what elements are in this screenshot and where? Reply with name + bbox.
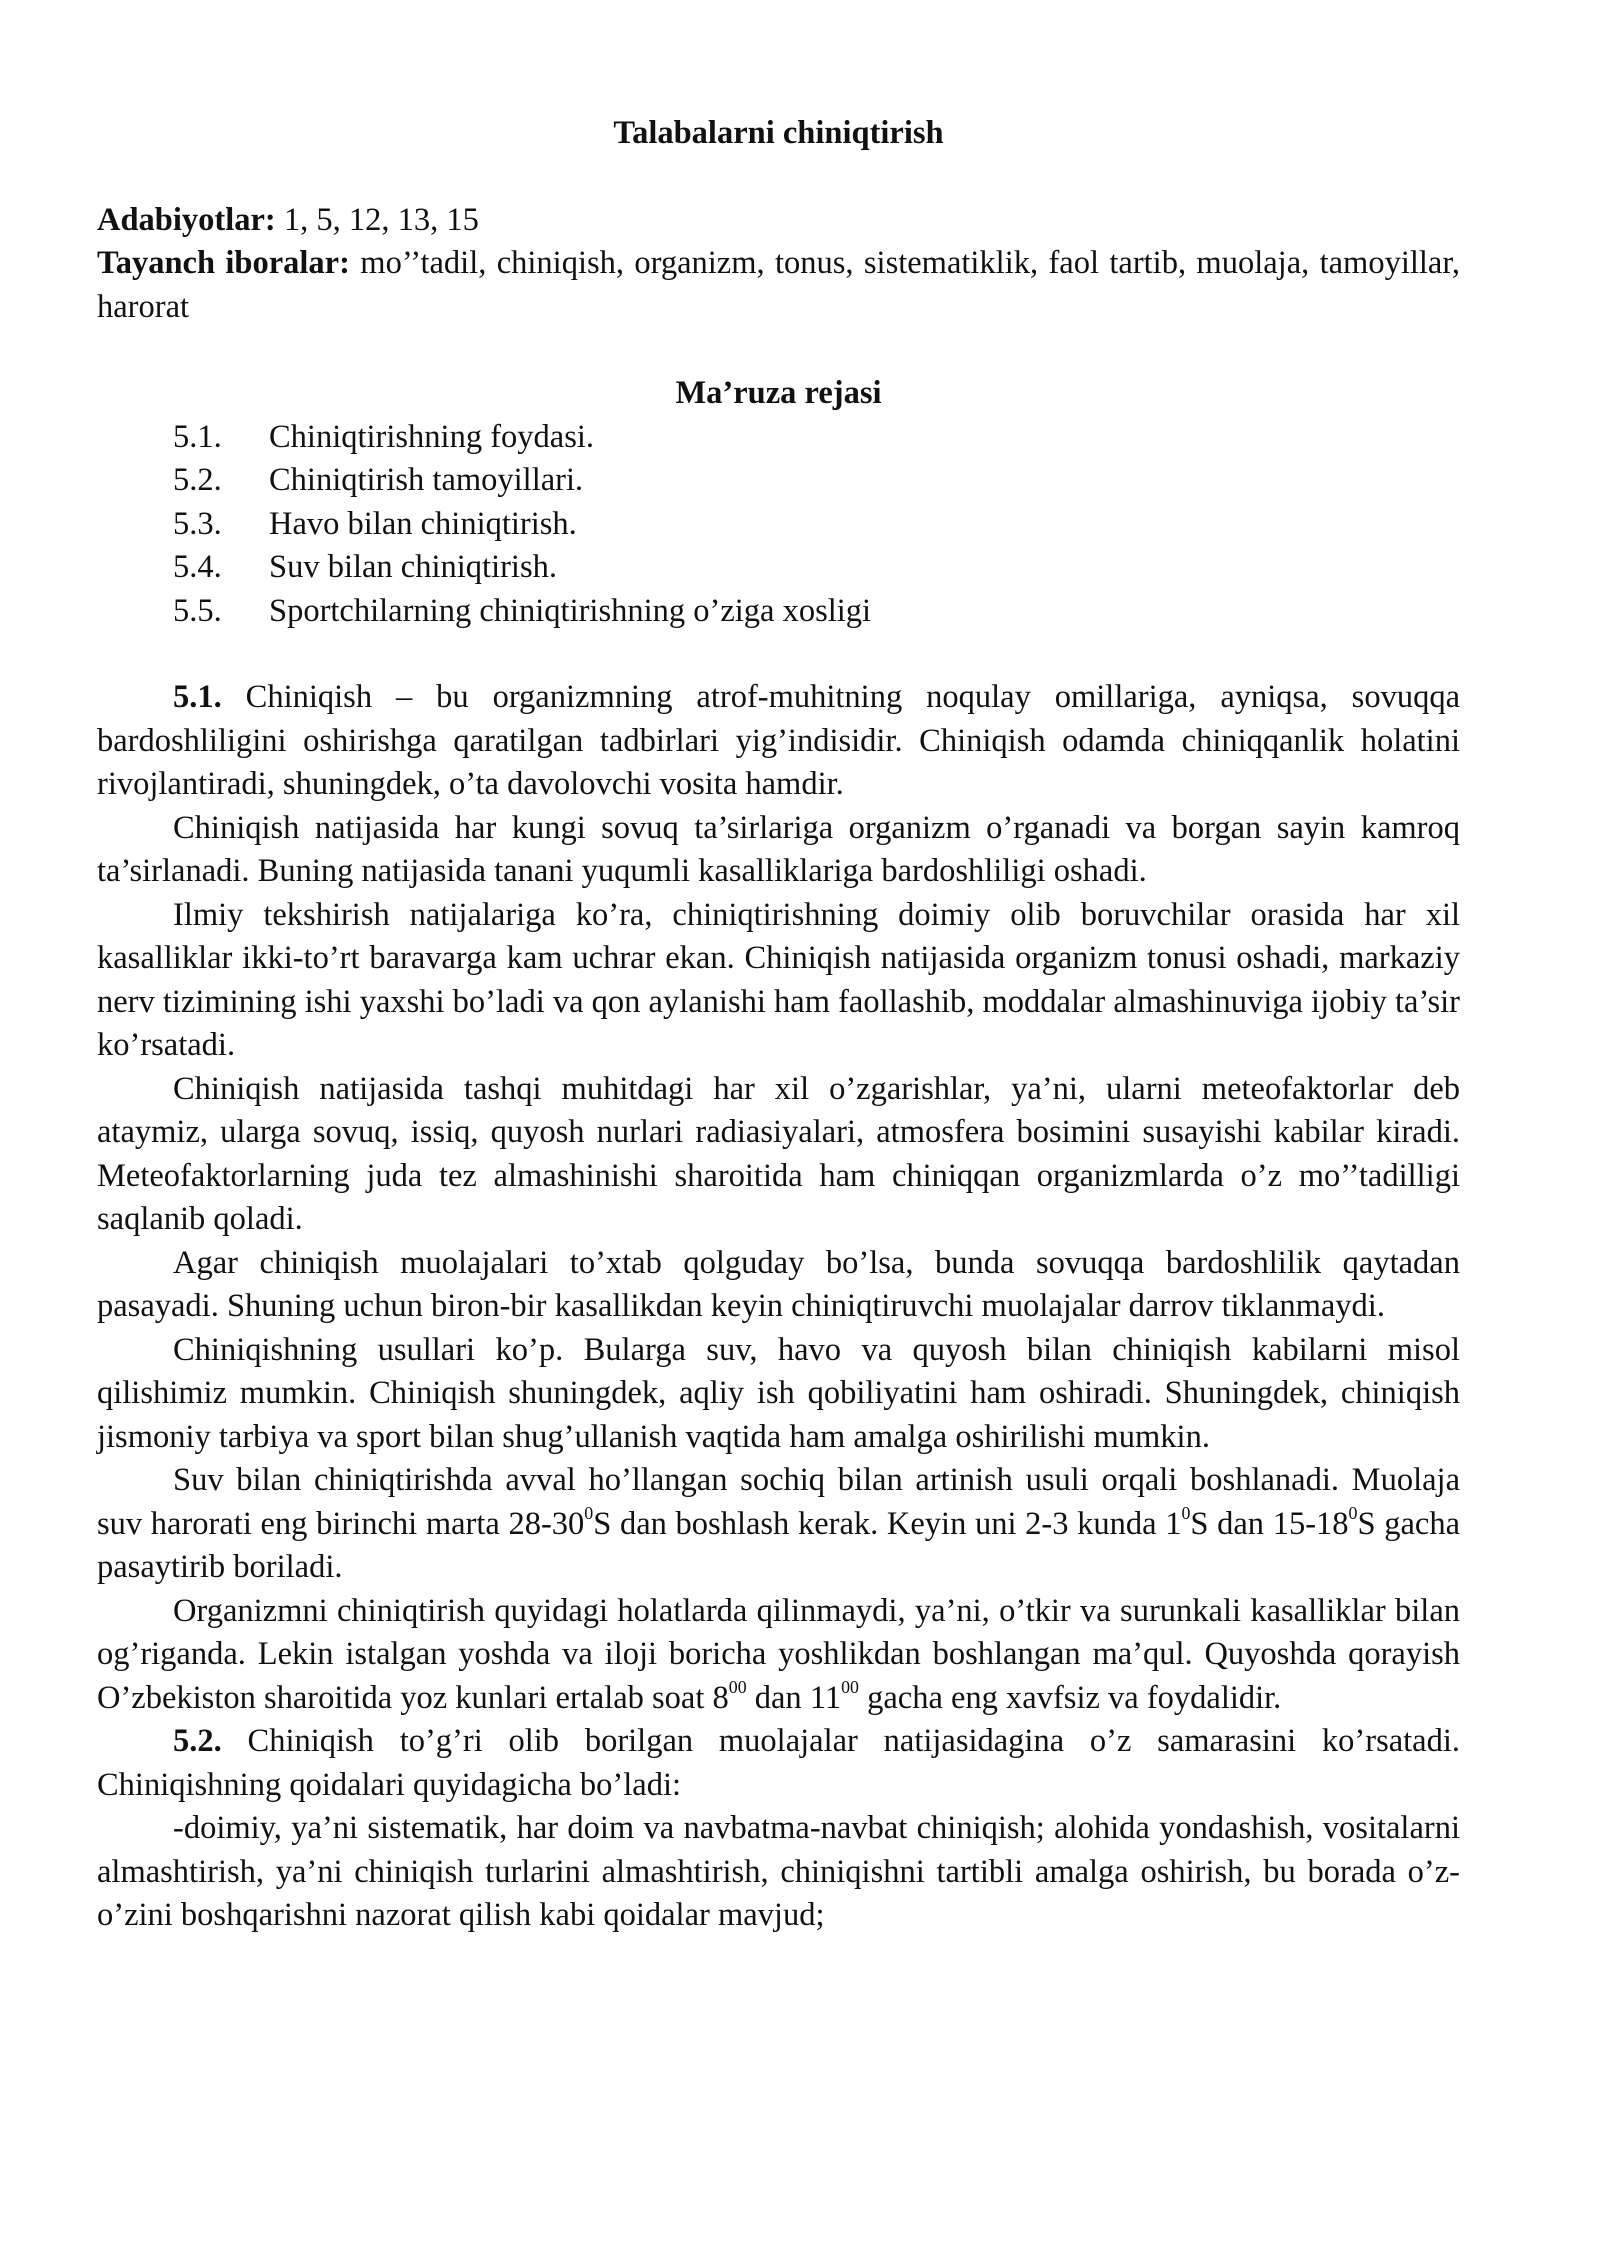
- plan-item: [173, 546, 1460, 590]
- references-line: [97, 199, 1460, 243]
- lecture-plan-title: Ma’ruza rejasi: [675, 375, 882, 411]
- paragraph: [97, 1459, 1460, 1590]
- paragraph-text: S dan boshlash kerak. Keyin uni 2-3 kunda 1: [593, 1505, 1182, 1542]
- paragraph: Ilmiy tekshirish natijalariga ko’ra, chiniqtirishning doimiy olib boruvchilar orasida har xil kasalliklar ikki-to’rt baravarga kam uchrar ekan. Chiniqish natijasida organizm tonusi oshadi, markaziy nerv tizimining ishi yaxshi bo’ladi va qon aylanishi ham faollashib, moddalar almashinuviga ijobiy ta’sir ko’rsatadi.: [97, 896, 1460, 1063]
- plan-item-number: 5.4.: [173, 549, 222, 585]
- superscript: 00: [841, 1676, 859, 1697]
- references-value: 1, 5, 12, 13, 15: [275, 201, 479, 238]
- plan-item-text: Chiniqtirishning foydasi.: [269, 418, 594, 455]
- plan-item-text: Chiniqtirish tamoyillari.: [269, 462, 584, 498]
- superscript: 0: [1348, 1502, 1358, 1523]
- section-number: 5.1.: [173, 679, 222, 715]
- paragraph: -doimiy, ya’ni sistematik, har doim va navbatma-navbat chiniqish; alohida yondashish, vositalarni almashtirish, ya’ni chiniqish turlarini almashtirish, chiniqishni tartibli amalga oshirish, bu borada o’z-o’zini boshqarishni nazorat qilish kabi qoidalar mavjud;: [97, 1810, 1460, 1933]
- plan-item-text: Suv bilan chiniqtirish.: [269, 549, 557, 585]
- paragraph: [97, 676, 1460, 807]
- plan-item: [173, 459, 1460, 503]
- meta-block: [97, 199, 1460, 330]
- references-label: Adabiyotlar:: [97, 201, 276, 238]
- paragraph-text: Chiniqish – bu organizmning atrof-muhitning noqulay omillariga, ayniqsa, sovuqqa bardoshliligini oshirishga qaratilgan tadbirlari yig’indisidir. Chiniqish odamda chiniqqanlik holatini rivojlantiradi, shuningdek, o’ta davolovchi vosita hamdir.: [97, 679, 1460, 802]
- paragraph: [97, 1590, 1460, 1721]
- paragraph: Chiniqishning usullari ko’p. Bularga suv, havo va quyosh bilan chiniqish kabilarni misol qilishimiz mumkin. Chiniqish shuningdek, aqliy ish qobiliyatini ham oshiradi. Shuningdek, chiniqish jismoniy tarbiya va sport bilan shug’ullanish vaqtida ham amalga oshirilishi mumkin.: [97, 1331, 1460, 1455]
- paragraph-text: Organizmni chiniqtirish quyidagi holatlarda qilinmaydi, ya’ni, o’tkir va surunkali kasalliklar bilan og’riganda. Lekin istalgan yoshda va iloji boricha yoshlikdan boshlangan ma’qul. Quyoshda qorayish O’zbekiston sharoitida yoz kunlari ertalab soat 8: [97, 1592, 1460, 1716]
- paragraph: Chiniqish natijasida har kungi sovuq ta’sirlariga organizm o’rganadi va borgan sayin kamroq ta’sirlanadi. Buning natijasida tanani yuqumli kasalliklariga bardoshliligi oshadi.: [97, 809, 1460, 889]
- section-number: 5.2.: [173, 1723, 222, 1759]
- superscript: 0: [584, 1502, 594, 1523]
- paragraph: [97, 1720, 1460, 1807]
- keywords-value: mo’’tadil, chiniqish, organizm, tonus, sistematiklik, faol tartib, muolaja, tamoyillar, harorat: [97, 245, 1460, 325]
- plan-item: [173, 416, 1460, 460]
- plan-item-number: 5.1.: [173, 418, 222, 455]
- plan-item: [173, 503, 1460, 547]
- document-title: Talabalarni chiniqtirish: [613, 115, 944, 151]
- paragraph: Agar chiniqish muolajalari to’xtab qolguday bo’lsa, bunda sovuqqa bardoshlilik qaytadan pasayadi. Shuning uchun biron-bir kasallikdan keyin chiniqtiruvchi muolajalar darrov tiklanmaydi.: [97, 1244, 1460, 1324]
- plan-item: [173, 590, 1460, 634]
- body-text: [97, 676, 1460, 1938]
- paragraph-text: Chiniqish to’g’ri olib borilgan muolajalar natijasidagina o’z samarasini ko’rsatadi. Chiniqishning qoidalari quyidagicha bo’ladi:: [97, 1723, 1460, 1803]
- superscript: 00: [728, 1676, 747, 1697]
- plan-item-number: 5.2.: [173, 462, 222, 498]
- paragraph-text: S gacha pasaytirib boriladi.: [97, 1505, 1460, 1585]
- lecture-plan-list: [97, 416, 1460, 634]
- paragraph: Chiniqish natijasida tashqi muhitdagi har xil o’zgarishlar, ya’ni, ularni meteofaktorlar deb ataymiz, ularga sovuq, issiq, quyosh nurlari radiasiyalari, atmosfera bosimini susayishi kabilar kiradi. Meteofaktorlarning juda tez almashinishi sharoitida ham chiniqqan organizmlarda o’z mo’’tadilligi saqlanib qoladi.: [97, 1070, 1460, 1237]
- plan-item-number: 5.3.: [173, 505, 222, 542]
- plan-item-number: 5.5.: [173, 592, 222, 629]
- plan-item-text: Havo bilan chiniqtirish.: [269, 505, 577, 542]
- superscript: 0: [1181, 1502, 1191, 1523]
- paragraph-text: Suv bilan chiniqtirishda avval ho’llangan sochiq bilan artinish usuli orqali boshlanadi. Muolaja suv harorati eng birinchi marta 28-30: [97, 1462, 1460, 1542]
- paragraph-text: dan 11: [746, 1679, 842, 1716]
- paragraph-text: gacha eng xavfsiz va foydalidir.: [858, 1679, 1282, 1716]
- keywords-label: Tayanch iboralar:: [97, 245, 350, 281]
- keywords-line: [97, 242, 1460, 329]
- paragraph-text: S dan 15-18: [1190, 1505, 1349, 1542]
- plan-item-text: Sportchilarning chiniqtirishning o’ziga xosligi: [269, 592, 872, 629]
